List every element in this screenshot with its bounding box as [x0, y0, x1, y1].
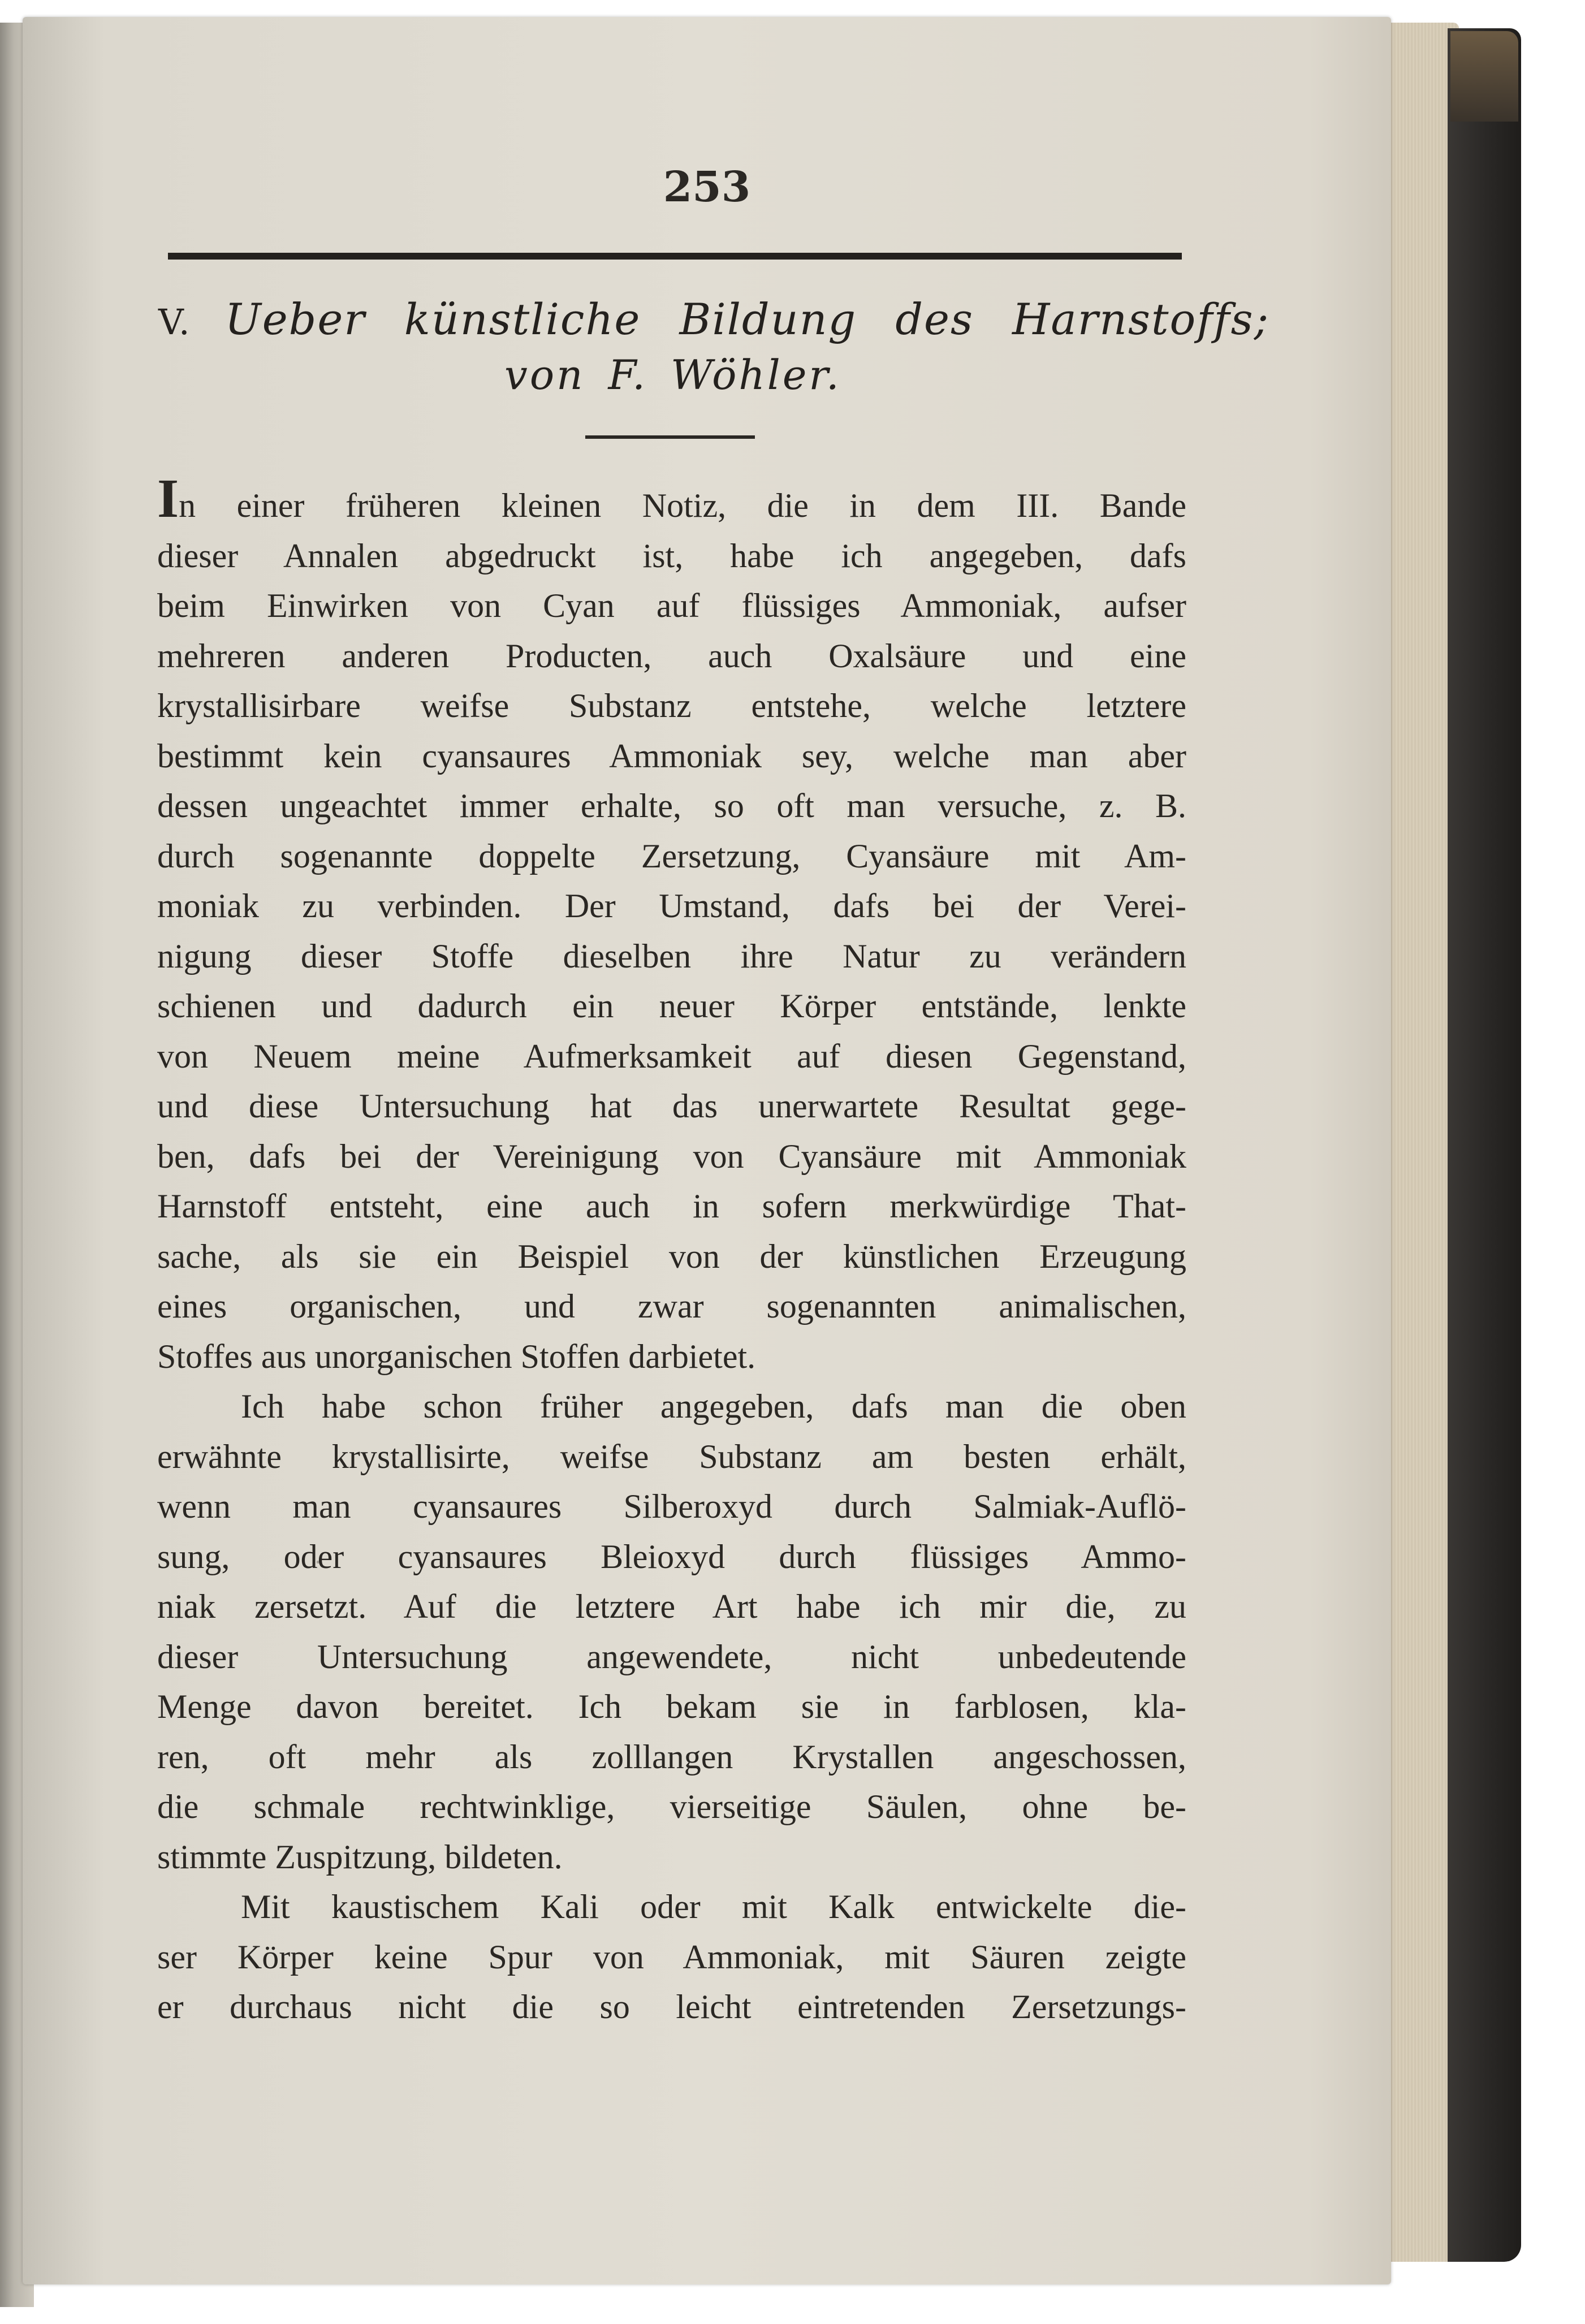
page-blemish [317, 1561, 319, 1563]
text-line: Mit kaustischem Kali oder mit Kalk entwickelte die- [241, 1888, 1186, 1925]
text-line: sung, oder cyansaures Bleioxyd durch flüssiges Ammo- [157, 1537, 1186, 1575]
book-fore-edge [1380, 23, 1459, 2262]
text-line: bestimmt kein cyansaures Ammoniak sey, welche man aber [157, 737, 1186, 775]
paragraph-1 [157, 468, 1186, 1381]
body-text [157, 468, 1186, 2032]
text-line: von Neuem meine Aufmerksamkeit auf diesen Gegenstand, [157, 1037, 1186, 1075]
text-line: dieser Untersuchung angewendete, nicht unbedeutende [157, 1638, 1186, 1675]
text-line: dessen ungeachtet immer erhalte, so oft man versuche, z. B. [157, 787, 1186, 824]
book-spine [1448, 28, 1521, 2262]
text-line: sache, als sie ein Beispiel von der künstlichen Erzeugung [157, 1237, 1186, 1275]
page-blemish [1165, 1012, 1168, 1016]
text-line: Harnstoff entsteht, eine auch in sofern merkwürdige That- [157, 1187, 1186, 1225]
spine-wear [1450, 31, 1518, 122]
text-line: In einer früheren kleinen Notiz, die in dem III. Bande [157, 468, 1186, 529]
page-number: 253 [663, 163, 751, 211]
text-line: eines organischen, und zwar sogenannten animalischen, [157, 1288, 1186, 1325]
text-line: Menge davon bereitet. Ich bekam sie in farblosen, kla- [157, 1688, 1186, 1725]
title-text: Ueber künstliche Bildung des Harnstoffs; [224, 294, 1270, 344]
text-line: ren, oft mehr als zolllangen Krystallen angeschossen, [157, 1738, 1186, 1776]
paragraph-3 [157, 1882, 1186, 2032]
text-line: wenn man cyansaures Silberoxyd durch Salmiak-Auflö- [157, 1488, 1186, 1525]
text-line: niak zersetzt. Auf die letztere Art habe ich mir die, zu [157, 1588, 1186, 1625]
title-rule [585, 435, 755, 439]
text-line: dieser Annalen abgedruckt ist, habe ich angegeben, dafs [157, 537, 1186, 574]
text-line: durch sogenannte doppelte Zersetzung, Cyansäure mit Am- [157, 837, 1186, 875]
section-numeral: V. [158, 301, 191, 343]
book-page [23, 17, 1391, 2284]
paragraph-2 [157, 1381, 1186, 1882]
text-line: und diese Untersuchung hat das unerwartete Resultat gege- [157, 1087, 1186, 1125]
article-title [158, 294, 1270, 399]
text-line: er durchaus nicht die so leicht eintretenden Zersetzungs- [157, 1988, 1186, 2025]
header-rule [168, 253, 1182, 260]
text-line: ben, dafs bei der Vereinigung von Cyansäure mit Ammoniak [157, 1137, 1186, 1175]
text-line: ser Körper keine Spur von Ammoniak, mit Säuren zeigte [157, 1938, 1186, 1976]
text-line: schienen und dadurch ein neuer Körper entstände, lenkte [157, 987, 1186, 1025]
text-line: nigung dieser Stoffe dieselben ihre Natur zu verändern [157, 937, 1186, 975]
text-line: krystallisirbare weifse Substanz entstehe, welche letztere [157, 687, 1186, 724]
text-line: stimmte Zuspitzung, bildeten. [157, 1838, 563, 1876]
text-line: die schmale rechtwinklige, vierseitige Säulen, ohne be- [157, 1788, 1186, 1825]
text-line: beim Einwirken von Cyan auf flüssiges Ammoniak, aufser [157, 587, 1186, 624]
text-line: Stoffes aus unorganischen Stoffen darbietet. [157, 1337, 756, 1375]
text-line: moniak zu verbinden. Der Umstand, dafs bei der Verei- [157, 887, 1186, 925]
title-author: von F. Wöhler. [504, 351, 841, 399]
drop-cap: I [157, 468, 179, 529]
title-line-1 [158, 294, 1270, 344]
text-line: Ich habe schon früher angegeben, dafs man die oben [241, 1388, 1186, 1425]
text-line: mehreren anderen Producten, auch Oxalsäure und eine [157, 637, 1186, 675]
text-line: erwähnte krystallisirte, weifse Substanz am besten erhält, [157, 1437, 1186, 1475]
